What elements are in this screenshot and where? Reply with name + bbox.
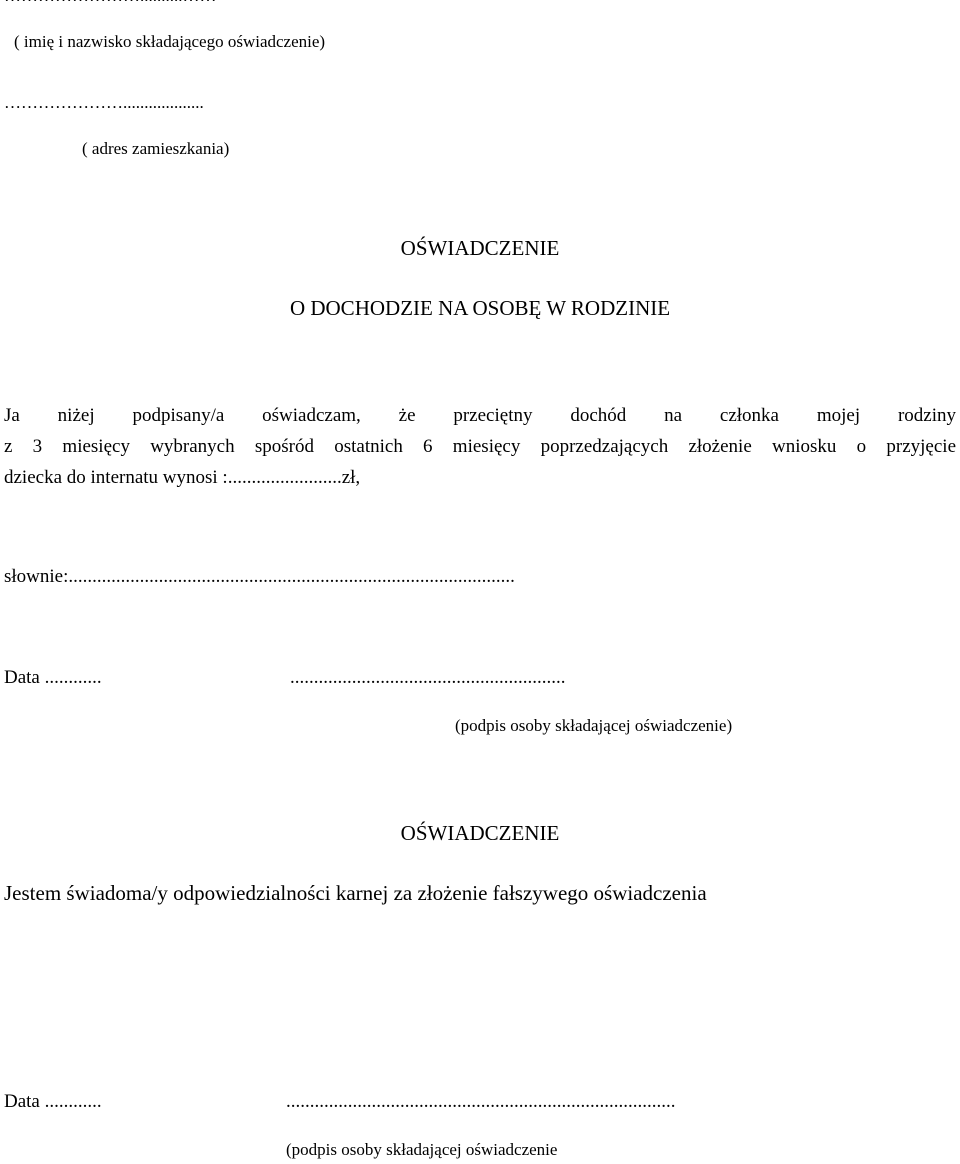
liability-statement: Jestem świadoma/y odpowiedzialności karnej za złożenie fałszywego oświadczenia bbox=[4, 881, 707, 905]
amount-in-words-line: słownie:.............................................................................................. bbox=[4, 566, 515, 587]
address-fill-line: …………………................... bbox=[4, 93, 204, 112]
declaration-body-line-3: dziecka do internatu wynosi :........................zł, bbox=[4, 467, 361, 488]
liability-title: OŚWIADCZENIE bbox=[400, 821, 560, 845]
declaration-title: OŚWIADCZENIE bbox=[400, 236, 560, 260]
liability-signature-line: .................................................................................. bbox=[286, 1091, 676, 1112]
liability-date-label: Data ............ bbox=[4, 1091, 102, 1112]
declaration-body-line-2: z 3 miesięcy wybranych spośród ostatnich 6 miesięcy poprzedzających złożenie wniosku o przyjęcie bbox=[4, 436, 956, 457]
declaration-subtitle: O DOCHODZIE NA OSOBĘ W RODZINIE bbox=[289, 296, 671, 320]
liability-signature-caption: (podpis osoby składającej oświadczenie bbox=[286, 1140, 558, 1159]
declaration-date-label: Data ............ bbox=[4, 667, 102, 688]
name-caption: ( imię i nazwisko składającego oświadczenie) bbox=[14, 32, 326, 51]
declaration-signature-line: .......................................................... bbox=[290, 667, 566, 688]
declaration-body-line-1: Ja niżej podpisany/a oświadczam, że przeciętny dochód na członka mojej rodziny bbox=[4, 405, 956, 426]
address-caption: ( adres zamieszkania) bbox=[82, 139, 230, 158]
declaration-signature-caption: (podpis osoby składającej oświadczenie) bbox=[455, 716, 733, 735]
name-fill-line bbox=[4, 0, 217, 6]
